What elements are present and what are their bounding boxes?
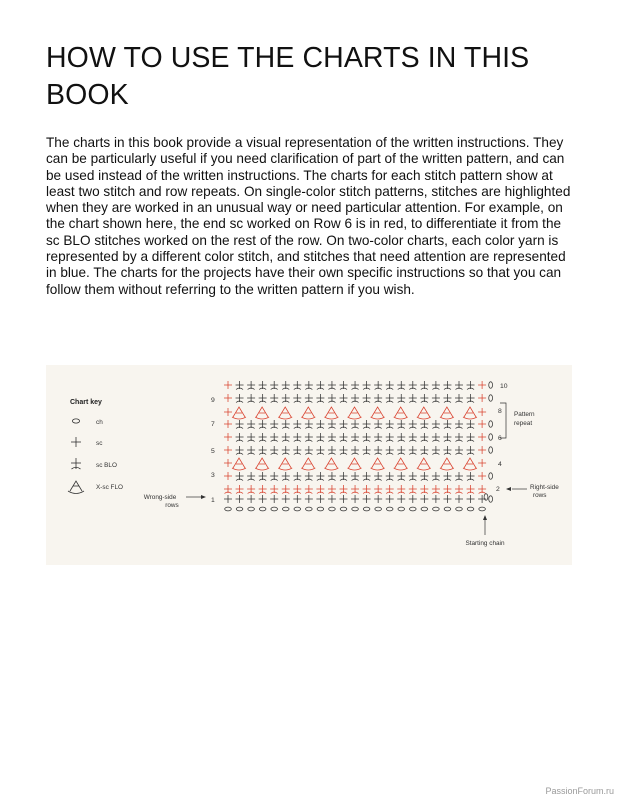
sc-stitch xyxy=(363,495,371,503)
sc-stitch xyxy=(420,446,428,455)
sc-stitch xyxy=(374,472,382,481)
sc-stitch xyxy=(443,446,451,455)
sc-stitch xyxy=(467,433,475,442)
right-side-arrowhead xyxy=(506,487,511,491)
x-sc-flo-stitch xyxy=(417,458,431,470)
sc-stitch xyxy=(467,472,475,481)
sc-stitch xyxy=(316,485,324,494)
sc-stitch xyxy=(236,394,244,403)
sc-stitch xyxy=(363,381,371,390)
sc-stitch xyxy=(340,495,348,503)
row-number-3: 3 xyxy=(211,472,215,479)
turning-chain xyxy=(489,395,493,402)
sc-stitch xyxy=(293,420,301,429)
crochet-chart-figure xyxy=(46,365,572,565)
sc-stitch xyxy=(363,433,371,442)
x-sc-flo-stitch xyxy=(255,458,269,470)
x-sc-flo-stitch xyxy=(348,458,362,470)
sc-stitch xyxy=(305,485,313,494)
sc-stitch xyxy=(293,433,301,442)
sc-stitch xyxy=(247,446,255,455)
sc-stitch xyxy=(363,394,371,403)
sc-stitch xyxy=(270,433,278,442)
sc-stitch xyxy=(467,446,475,455)
row-number-1: 1 xyxy=(211,497,215,504)
sc-stitch xyxy=(236,472,244,481)
wrong-side-label-line2: rows xyxy=(165,502,179,509)
chain-stitch xyxy=(398,507,405,511)
sc-stitch xyxy=(432,495,440,503)
sc-stitch xyxy=(432,381,440,390)
sc-stitch xyxy=(386,472,394,481)
sc-stitch xyxy=(247,495,255,503)
sc-stitch xyxy=(236,485,244,494)
sc-stitch xyxy=(478,459,486,467)
body-paragraph: The charts in this book provide a visual representation of the written instructions. They can be particularly useful if you need clarification of part of the written pattern, and can be used instead of the written instructions. The charts for each stitch pattern show at least two stitch and row repeats. On single-color stitch patterns, stitches are highlighted when they are worked in an unusual way or need particular attention. For example, on the chart shown here, the end sc worked on Row 6 is in red, to differentiate it from the sc BLO stitches worked on the rest of the row. On two-color charts, each color yarn is represented by a different color stitch, and stitches that need attention are represented in blue. The charts for the projects have their own specific instructions so that you can follow them without referring to the written pattern if you wish. xyxy=(46,135,571,297)
row-number-4: 4 xyxy=(498,461,502,468)
sc-stitch xyxy=(374,394,382,403)
sc-stitch xyxy=(432,446,440,455)
sc-stitch xyxy=(282,446,290,455)
row-number-2: 2 xyxy=(496,486,500,493)
chain-stitch xyxy=(294,507,301,511)
sc-stitch xyxy=(259,485,267,494)
sc-stitch xyxy=(363,472,371,481)
sc-stitch xyxy=(351,420,359,429)
sc-stitch xyxy=(224,420,232,428)
x-sc-flo-stitch xyxy=(324,407,338,419)
sc-stitch xyxy=(397,485,405,494)
sc-stitch xyxy=(386,394,394,403)
chain-stitch xyxy=(456,507,463,511)
wrong-side-arrowhead xyxy=(201,495,206,499)
sc-stitch xyxy=(432,472,440,481)
wrong-side-label-line1: Wrong-side xyxy=(143,494,177,501)
sc-stitch xyxy=(247,485,255,494)
sc-stitch xyxy=(340,394,348,403)
chain-stitch xyxy=(317,507,324,511)
sc-stitch xyxy=(351,433,359,442)
sc-stitch xyxy=(328,446,336,455)
sc-stitch xyxy=(432,433,440,442)
row-number-7: 7 xyxy=(211,421,215,428)
sc-stitch xyxy=(282,495,290,503)
x-sc-flo-stitch xyxy=(463,407,477,419)
sc-stitch xyxy=(270,495,278,503)
sc-stitch xyxy=(247,394,255,403)
row-number-8: 8 xyxy=(498,408,502,415)
sc-stitch xyxy=(409,472,417,481)
sc-stitch xyxy=(478,408,486,416)
sc-stitch xyxy=(328,381,336,390)
turning-chain xyxy=(489,496,493,503)
sc-blo-symbol-icon xyxy=(71,458,81,469)
sc-stitch xyxy=(443,420,451,429)
sc-stitch xyxy=(316,420,324,429)
sc-stitch xyxy=(374,446,382,455)
sc-stitch xyxy=(282,394,290,403)
chain-stitch xyxy=(421,507,428,511)
sc-stitch xyxy=(259,495,267,503)
chain-stitch xyxy=(248,507,255,511)
sc-stitch xyxy=(224,485,232,494)
sc-stitch xyxy=(270,420,278,429)
sc-stitch xyxy=(351,495,359,503)
sc-stitch xyxy=(409,485,417,494)
sc-stitch xyxy=(236,420,244,429)
sc-stitch xyxy=(478,420,486,428)
x-sc-flo-stitch xyxy=(440,407,454,419)
key-label-sc-blo: sc BLO xyxy=(96,462,117,469)
sc-stitch xyxy=(409,420,417,429)
turning-chain xyxy=(489,421,493,428)
sc-stitch xyxy=(478,485,486,494)
x-sc-flo-stitch xyxy=(278,458,292,470)
turning-chain xyxy=(489,447,493,454)
sc-stitch xyxy=(443,485,451,494)
sc-stitch xyxy=(340,381,348,390)
sc-stitch xyxy=(293,394,301,403)
sc-stitch xyxy=(386,381,394,390)
sc-stitch xyxy=(386,446,394,455)
sc-stitch xyxy=(282,433,290,442)
sc-stitch xyxy=(467,381,475,390)
sc-stitch xyxy=(351,381,359,390)
sc-stitch xyxy=(409,394,417,403)
sc-stitch xyxy=(328,485,336,494)
x-sc-flo-symbol-icon xyxy=(68,481,84,494)
chain-symbol-icon xyxy=(72,419,79,423)
sc-stitch xyxy=(224,472,232,480)
sc-stitch xyxy=(293,446,301,455)
pattern-repeat-label-line2: repeat xyxy=(514,420,533,427)
sc-stitch xyxy=(328,472,336,481)
sc-stitch xyxy=(455,446,463,455)
chain-stitch xyxy=(329,507,336,511)
x-sc-flo-stitch xyxy=(278,407,292,419)
sc-stitch xyxy=(236,446,244,455)
sc-stitch xyxy=(443,472,451,481)
sc-stitch xyxy=(351,485,359,494)
sc-stitch xyxy=(478,472,486,480)
sc-stitch xyxy=(467,420,475,429)
chain-stitch xyxy=(225,507,232,511)
sc-stitch xyxy=(282,485,290,494)
sc-stitch xyxy=(270,394,278,403)
sc-stitch xyxy=(224,459,232,467)
sc-stitch xyxy=(397,394,405,403)
sc-stitch xyxy=(374,433,382,442)
chain-stitch xyxy=(340,507,347,511)
starting-chain-arrowhead xyxy=(483,515,487,520)
sc-stitch xyxy=(282,420,290,429)
sc-stitch xyxy=(259,381,267,390)
sc-stitch xyxy=(374,485,382,494)
sc-stitch xyxy=(305,446,313,455)
sc-stitch xyxy=(467,394,475,403)
sc-stitch xyxy=(455,394,463,403)
chain-stitch xyxy=(479,507,486,511)
sc-stitch xyxy=(340,420,348,429)
sc-stitch xyxy=(420,394,428,403)
sc-stitch xyxy=(420,420,428,429)
sc-stitch xyxy=(467,485,475,494)
sc-stitch xyxy=(386,420,394,429)
chain-stitch xyxy=(306,507,313,511)
sc-stitch xyxy=(432,394,440,403)
sc-stitch xyxy=(259,433,267,442)
sc-stitch xyxy=(386,433,394,442)
x-sc-flo-stitch xyxy=(394,407,408,419)
sc-stitch xyxy=(328,433,336,442)
sc-symbol-icon xyxy=(71,437,81,447)
row-number-10: 10 xyxy=(500,383,508,390)
sc-stitch xyxy=(293,495,301,503)
sc-stitch xyxy=(397,433,405,442)
sc-stitch xyxy=(328,394,336,403)
sc-stitch xyxy=(270,472,278,481)
sc-stitch xyxy=(316,472,324,481)
sc-stitch xyxy=(363,420,371,429)
sc-stitch xyxy=(455,495,463,503)
sc-stitch xyxy=(420,381,428,390)
sc-stitch xyxy=(374,495,382,503)
chart-key-title: Chart key xyxy=(70,399,102,406)
sc-stitch xyxy=(374,381,382,390)
right-side-label-line2: rows xyxy=(533,492,547,499)
sc-stitch xyxy=(420,485,428,494)
sc-stitch xyxy=(328,495,336,503)
turning-chain xyxy=(489,473,493,480)
key-label-sc: sc xyxy=(96,440,103,447)
starting-chain-label: Starting chain xyxy=(465,540,505,547)
sc-stitch xyxy=(224,495,232,503)
sc-stitch xyxy=(224,408,232,416)
chain-stitch xyxy=(236,507,243,511)
key-label-ch: ch xyxy=(96,419,103,426)
sc-stitch xyxy=(397,446,405,455)
chain-stitch xyxy=(363,507,370,511)
sc-stitch xyxy=(478,381,486,389)
sc-stitch xyxy=(305,495,313,503)
sc-stitch xyxy=(340,472,348,481)
sc-stitch xyxy=(316,446,324,455)
sc-stitch xyxy=(259,420,267,429)
sc-stitch xyxy=(386,495,394,503)
sc-stitch xyxy=(409,446,417,455)
sc-stitch xyxy=(305,433,313,442)
sc-stitch xyxy=(270,446,278,455)
sc-stitch xyxy=(363,446,371,455)
sc-stitch xyxy=(478,495,486,503)
stitch-grid xyxy=(224,381,493,511)
x-sc-flo-stitch xyxy=(463,458,477,470)
sc-stitch xyxy=(259,472,267,481)
sc-stitch xyxy=(236,433,244,442)
sc-stitch xyxy=(351,446,359,455)
sc-stitch xyxy=(293,472,301,481)
x-sc-flo-stitch xyxy=(394,458,408,470)
sc-stitch xyxy=(467,495,475,503)
chain-stitch xyxy=(444,507,451,511)
sc-stitch xyxy=(316,495,324,503)
sc-stitch xyxy=(293,381,301,390)
sc-stitch xyxy=(420,495,428,503)
sc-stitch xyxy=(397,420,405,429)
sc-stitch xyxy=(270,381,278,390)
watermark: PassionForum.ru xyxy=(545,786,614,796)
sc-stitch xyxy=(305,420,313,429)
sc-stitch xyxy=(247,381,255,390)
sc-stitch xyxy=(224,394,232,402)
x-sc-flo-stitch xyxy=(232,458,246,470)
sc-stitch xyxy=(443,495,451,503)
key-label-x-sc-flo: X-sc FLO xyxy=(96,484,123,491)
sc-stitch xyxy=(340,433,348,442)
x-sc-flo-stitch xyxy=(371,458,385,470)
sc-stitch xyxy=(328,420,336,429)
sc-stitch xyxy=(351,472,359,481)
x-sc-flo-stitch xyxy=(301,407,315,419)
sc-stitch xyxy=(340,446,348,455)
chain-stitch xyxy=(271,507,278,511)
sc-stitch xyxy=(282,472,290,481)
sc-stitch xyxy=(305,394,313,403)
sc-stitch xyxy=(432,420,440,429)
sc-stitch xyxy=(282,381,290,390)
chain-stitch xyxy=(433,507,440,511)
page-title: HOW TO USE THE CHARTS IN THIS BOOK xyxy=(46,42,530,111)
sc-stitch xyxy=(363,485,371,494)
sc-stitch xyxy=(432,485,440,494)
sc-stitch xyxy=(409,381,417,390)
x-sc-flo-stitch xyxy=(371,407,385,419)
sc-stitch xyxy=(236,381,244,390)
x-sc-flo-stitch xyxy=(232,407,246,419)
sc-stitch xyxy=(224,381,232,389)
sc-stitch xyxy=(420,433,428,442)
sc-stitch xyxy=(455,381,463,390)
chain-stitch xyxy=(259,507,266,511)
sc-stitch xyxy=(247,420,255,429)
x-sc-flo-stitch xyxy=(417,407,431,419)
sc-stitch xyxy=(224,433,232,441)
sc-stitch xyxy=(259,446,267,455)
turning-chain xyxy=(489,434,493,441)
row-number-9: 9 xyxy=(211,397,215,404)
sc-stitch xyxy=(270,485,278,494)
sc-stitch xyxy=(351,394,359,403)
sc-stitch xyxy=(478,394,486,402)
sc-stitch xyxy=(455,433,463,442)
sc-stitch xyxy=(443,381,451,390)
x-sc-flo-stitch xyxy=(440,458,454,470)
sc-stitch xyxy=(305,472,313,481)
sc-stitch xyxy=(247,433,255,442)
sc-stitch xyxy=(478,446,486,454)
x-sc-flo-stitch xyxy=(301,458,315,470)
sc-stitch xyxy=(247,472,255,481)
sc-stitch xyxy=(455,485,463,494)
turning-chain xyxy=(489,382,493,389)
sc-stitch xyxy=(420,472,428,481)
sc-stitch xyxy=(397,472,405,481)
row-number-6: 6 xyxy=(498,435,502,442)
sc-stitch xyxy=(340,485,348,494)
sc-stitch xyxy=(236,495,244,503)
x-sc-flo-stitch xyxy=(255,407,269,419)
x-sc-flo-stitch xyxy=(324,458,338,470)
chain-stitch xyxy=(467,507,474,511)
sc-stitch xyxy=(409,495,417,503)
sc-stitch xyxy=(443,433,451,442)
crochet-chart xyxy=(46,365,572,565)
sc-stitch xyxy=(259,394,267,403)
chain-stitch xyxy=(352,507,359,511)
sc-stitch xyxy=(316,433,324,442)
row-number-5: 5 xyxy=(211,448,215,455)
chain-stitch xyxy=(375,507,382,511)
sc-stitch xyxy=(224,446,232,454)
chain-stitch xyxy=(386,507,393,511)
sc-stitch xyxy=(316,394,324,403)
sc-stitch xyxy=(455,472,463,481)
chain-stitch xyxy=(282,507,289,511)
sc-stitch xyxy=(443,394,451,403)
sc-stitch xyxy=(478,433,486,441)
right-side-label-line1: Right-side xyxy=(530,484,559,491)
sc-stitch xyxy=(316,381,324,390)
sc-stitch xyxy=(455,420,463,429)
sc-stitch xyxy=(305,381,313,390)
sc-stitch xyxy=(374,420,382,429)
pattern-repeat-label-line1: Pattern xyxy=(514,411,535,418)
sc-stitch xyxy=(397,495,405,503)
sc-stitch xyxy=(397,381,405,390)
sc-stitch xyxy=(386,485,394,494)
sc-stitch xyxy=(293,485,301,494)
chain-stitch xyxy=(410,507,417,511)
sc-stitch xyxy=(409,433,417,442)
x-sc-flo-stitch xyxy=(348,407,362,419)
